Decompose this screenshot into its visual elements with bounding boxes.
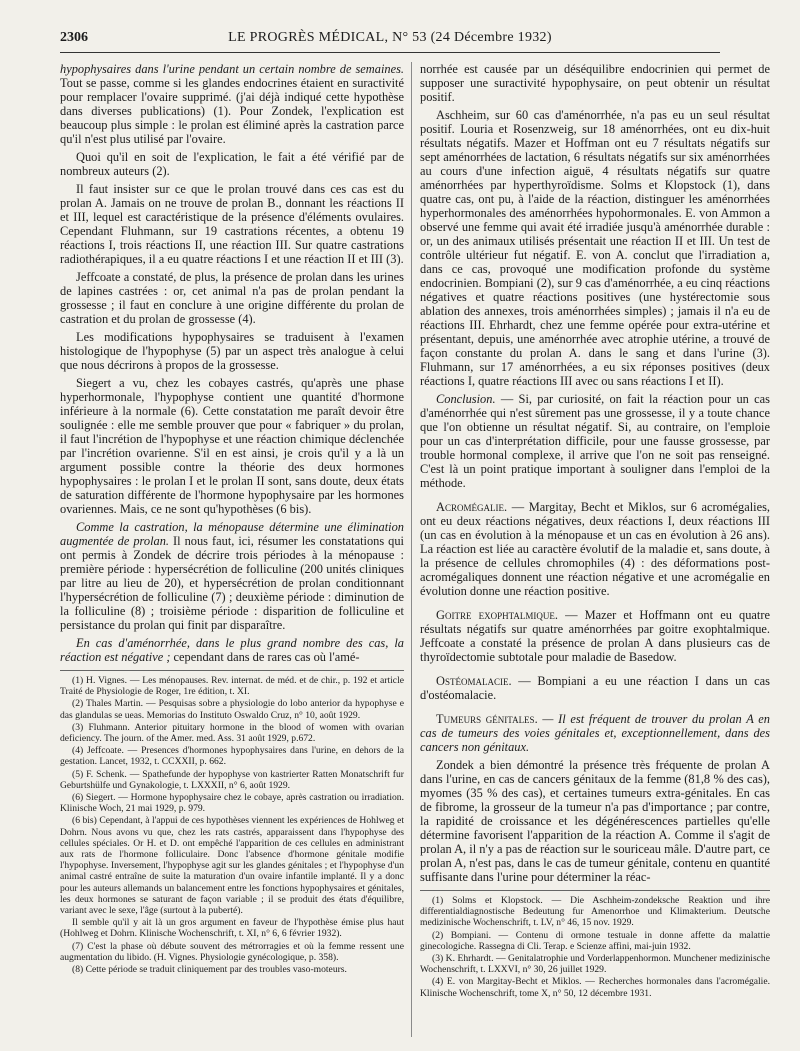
footnote: (5) F. Schenk. — Spathefunde der hypophyse von kastrierter Ratten Monatschrift fur Geburtshülfe und Gynakologie, t. LXXXII, n° 6, août 1929. xyxy=(60,768,404,791)
page-number: 2306 xyxy=(60,30,88,45)
right-column xyxy=(420,62,770,1000)
footnote: (3) Fluhmann. Anterior pituitary hormone in the blood of women with ovarian deficiency. The journ. of the Amer. med. Ass. 31 août 1929, p.672. xyxy=(60,721,404,745)
footnote: (1) H. Vignes. — Les ménopauses. Rev. internat. de méd. et de chir., p. 192 et article Traité de Physiologie de Roger, 1re édition, t. XI. xyxy=(60,675,404,698)
footnote: (2) Bompiani. — Contenu di ormone testuale in donne affette da malattie ginecologiche. Rassegna di Cli. Terap. e Scienze affini, mai-juin 1932. xyxy=(420,929,770,952)
italic-text: Comme la castration, la ménopause détermine une élimination augmentée de prolan. xyxy=(60,520,404,548)
italic-text: En cas d'aménorrhée, dans le plus grand nombre des cas, la réaction est négative ; xyxy=(60,636,404,664)
header-rule xyxy=(60,52,720,53)
page-header xyxy=(60,30,720,50)
paragraph: Quoi qu'il en soit de l'explication, le fait a été vérifié par de nombreux auteurs (2). xyxy=(60,150,404,178)
section-heading: Goitre exophtalmique. xyxy=(436,608,558,622)
body-text: Il nous faut, ici, résumer les constatations qui ont permis à Zondek de décrire trois périodes à la ménopause : première période : hypersécrétion de folliculine (200 unités cliniques par litre au lieu de 20), et hypersécrétion de prolan conditionnant l'hypersécrétion de folliculine (7) ; deuxième période : diminution de la folliculine (8) ; troisième période : disparition de folliculine et persistance du prolan qui finit par disparaître. xyxy=(60,534,404,632)
footnote: (2) Thales Martin. — Pesquisas sobre a physiologie do lobo anterior da hypophyse e das glandulas se ueas. Memorias do Instituto Oswaldo Cruz, n° 10, août 1929. xyxy=(60,698,404,721)
footnote: (6 bis) Cependant, à l'appui de ces hypothèses viennent les expériences de Hohlweg et Dohrn. Nous avons vu que, chez les rats castrés, apparaissent dans l'hypophyse des cellules spéciales. Or H. et D. ont empêché l'apparition de ces cellules en administrant aux rats de l'hormone folliculaire. Donc l'absence d'hormone génitale modifie l'hypophyse. Inversement, l'hypophyse agit sur les glandes génitales ; et l'hypophyse d'un animal castré entraîne de suite la maturation d'un ovaire infantile implanté. Il y a donc pour les auteurs allemands un balancement entre les fonctions hypophysaires et génitales, les deux hormones se saturant de façon variable ; il se produit des états d'équilibre, variant avec le sexe, l'âge (surtout à la puberté). xyxy=(60,815,404,917)
section-heading: Tumeurs génitales. xyxy=(436,712,538,726)
body-text: — Mazer et Hoffmann ont eu quatre résultats négatifs sur quatre aménorrhées par goitre exophtalmique. Jeffcoate a constaté la présence de prolan A dans plusieurs cas de thyroïdectomie subtotale pour maladie de Basedow. xyxy=(420,608,770,664)
body-text: Tout se passe, comme si les glandes endocrines étaient en suractivité pour remplacer l'ovaire supprimé. (j'ai déjà indiqué cette hypothèse dans diverses publications) (1). Pour Zondek, l'explication est beaucoup plus simple : le prolan est éliminé après la castration parce qu'il n'est plus utilisé par l'ovaire. xyxy=(60,76,404,146)
italic-text: hypophysaires dans l'urine pendant un certain nombre de semaines. xyxy=(60,62,404,76)
footnote: Il semble qu'il y ait là un gros argument en faveur de l'hypothèse émise plus haut (Hohlweg et Dohrn. Klinische Wochenschrift, t. XI, n° 6, 6 février 1932). xyxy=(60,917,404,940)
paragraph: Jeffcoate a constaté, de plus, la présence de prolan dans les urines de lapines castrées : or, cet animal n'a pas de prolan pendant la grossesse ; il faut en conclure à une origine différente du prolan de castration et du prolan de grossesse (4). xyxy=(60,270,404,326)
footnotes-left xyxy=(60,675,404,975)
footnote: (3) K. Ehrhardt. — Genitalatrophie und Vorderlappenhormon. Munchener medizinische Wochenschrift, t. LXXVI, n° 30, 26 juillet 1929. xyxy=(420,953,770,976)
paragraph xyxy=(420,712,770,754)
paragraph: Siegert a vu, chez les cobayes castrés, qu'après une phase hyperhormonale, l'hypophyse contient une quantité d'hormone inférieure à la normale (6). Cette constatation me paraît devoir être soulignée : elle me semble prouver que pour « fabriquer » du prolan, il faut l'incrétion de l'hypophyse et une réaction chimique déclenchée par l'incrétion ovarienne. S'il en est ainsi, je crois qu'il y a là un argument possible contre la théorie des deux hormones hypophysaires : le prolan I et le prolan II sont, sans doute, deux états de saturation différente de l'hormone hypophysaire par les hormones ovariennes. Mais, ce ne sont qu'hypothèses (6 bis). xyxy=(60,376,404,516)
paragraph: Les modifications hypophysaires se traduisent à l'examen histologique de l'hypophyse (5) par un aspect très analogue à celui que nous décrirons à propos de la grossesse. xyxy=(60,330,404,372)
italic-text: Conclusion. xyxy=(436,392,496,406)
paragraph: Il faut insister sur ce que le prolan trouvé dans ces cas est du prolan A. Jamais on ne trouve de prolan B., donnant les réactions II et III, lequel est caractéristique de la présence d'éléments ovulaires. Cependant Fluhmann, sur 19 castrations récentes, a obtenu 19 réactions I, trois réactions II, une réaction III. Sur quatre castrations radiothérapiques, il a eu quatre réactions I et une réaction II et III (3). xyxy=(60,182,404,266)
paragraph xyxy=(60,636,404,664)
journal-title: LE PROGRÈS MÉDICAL, N° 53 (24 Décembre 1932) xyxy=(228,30,552,45)
footnote: (7) C'est la phase où débute souvent des métrorragies et où la femme ressent une augmentation du libido. (H. Vignes. Physiologie gynécologique, p. 358). xyxy=(60,940,404,963)
paragraph xyxy=(420,674,770,702)
section-heading: Acromégalie. xyxy=(436,500,508,514)
paragraph: norrhée est causée par un déséquilibre endocrinien qui permet de supposer une suractivité hypophysaire, on peut obtenir un résultat positif. xyxy=(420,62,770,104)
column-divider xyxy=(411,62,412,1037)
footnote-separator xyxy=(60,670,404,671)
body-text: — Si, par curiosité, on fait la réaction pour un cas d'aménorrhée qui n'est sûrement pas une grossesse, il y a toute chance que l'on obtienne un résultat négatif. Si, au contraire, on l'emploie pour un cas d'interprétation difficile, pour une fausse grossesse, par trouble hormonal complexe, il arrive que l'on ne soit pas renseigné. C'est là un point pratique important à souligner dans l'emploi de la méthode. xyxy=(420,392,770,490)
footnote: (8) Cette période se traduit cliniquement par des troubles vaso-moteurs. xyxy=(72,964,347,976)
footnote: (6) Siegert. — Hormone hypophysaire chez le cobaye, après castration ou irradiation. Klinische Woch, 21 mai 1929, p. 979. xyxy=(60,792,404,815)
paragraph xyxy=(420,500,770,598)
body-text: — Bompiani a eu une réaction I dans un cas d'ostéomalacie. xyxy=(420,674,770,702)
body-text: cependant dans de rares cas où l'amé- xyxy=(170,650,360,664)
footnote-separator xyxy=(420,890,770,891)
footnote: (4) Jeffcoate. — Presences d'hormones hypophysaires dans l'urine, en dehors de la gestation. Lancet, 1932, t. CCXXII, p. 662. xyxy=(60,745,404,768)
paragraph xyxy=(60,62,404,146)
paragraph xyxy=(60,520,404,632)
footnote: (4) E. von Margitay-Becht et Miklos. — Recherches hormonales dans l'acromégalie. Klinische Wochenschrift, tome X, n° 50, 12 décembre 1931. xyxy=(420,976,770,999)
italic-text: — Il est fréquent de trouver du prolan A en cas de tumeurs des voies génitales et, exceptionnellement, dans des cancers non génitaux. xyxy=(420,712,771,754)
paragraph: Aschheim, sur 60 cas d'aménorrhée, n'a pas eu un seul résultat positif. Louria et Rosenzweig, sur 18 aménorrhées, ont eu dix-huit résultats négatifs. Mazer et Hoffman ont eu 7 résultats négatifs sur sept aménorrhées de lactation, 6 résultats négatifs sur six aménorrhées au cours d'une infection aiguë, 4 résultats négatifs sur quatre aménorrhées par hyperthyroïdisme. Solms et Klopstock (1), dans quatre cas, ont pu, à l'aide de la réaction, distinguer les aménorrhées hyperhormonales des aménorrhées hypohormonales. E. von Ammon a observé une femme qui avait été irradiée jusqu'à aménorrhée durable : or, un des animaux utilisés présentait une réaction II et III. Un test de contrôle ultérieur fut négatif. E. von A. conclut que l'irradiation a, dans ce cas, provoqué une modification profonde du système endocrinien. Bompiani (2), sur 9 cas d'aménorrhée, a eu cinq réactions négatives et quatre réactions positives (une hystérectomie sous ablation des annexes, trois aménorrhées simples) ; jamais il n'a eu de réactions III. Ehrhardt, chez une femme opérée pour extra-utérine et présentant, depuis, une aménorrhée avec atrophie utérine, a trouvé de façon constante du prolan A. dans le sang et dans l'urine (3). Fluhmann, sur 17 aménorrhées, a eu six réponses positives (deux réactions I, quatre réactions III avec ou sans réactions I et II). xyxy=(420,108,770,388)
footnotes-right xyxy=(420,895,770,999)
left-column xyxy=(60,62,404,976)
body-text: — Margitay, Becht et Miklos, sur 6 acromégalies, ont eu deux réactions négatives, deux réactions I, deux réactions III (un cas en évolution à la ménopause et un cas en évolution à 26 ans). La réaction est liée au caractère évolutif de la maladie et, sans doute, à la présence de cellules chromophiles (4) : des déformations post-acromégaliques donnent une réaction négative et une acromégalie en évolution donne une réaction positive. xyxy=(420,500,770,598)
footnote: (1) Solms et Klopstock. — Die Aschheim-zondeksche Reaktion und ihre differentialdiagnostische Bedeutung fur Amenorrhoe und Klimakterium. Deutsche medizinische Wochenschrift, t. LV, n° 46, 15 nov. 1929. xyxy=(420,895,770,929)
paragraph xyxy=(420,608,770,664)
section-heading: Ostéomalacie. xyxy=(436,674,512,688)
paragraph: Zondek a bien démontré la présence très fréquente de prolan A dans l'urine, en cas de cancers génitaux de la femme (81,8 % des cas), myomes (35 % des cas), et certaines tumeurs extra-génitales. En cas de fibrome, la grosseur de la tumeur n'a pas d'importance ; par contre, la rapidité de croissance et les dégénérescences partielles qu'elle détermine favorisent l'apparition de la réaction A. Comme il s'agit de prolan A, il n'y a pas de réaction sur le souriceau mâle. D'autre part, ce prolan A, n'est pas, dans le cas de tumeur génitale, contenu en quantité suffisante dans l'urine pour déterminer la réac- xyxy=(420,758,770,884)
paragraph xyxy=(420,392,770,490)
